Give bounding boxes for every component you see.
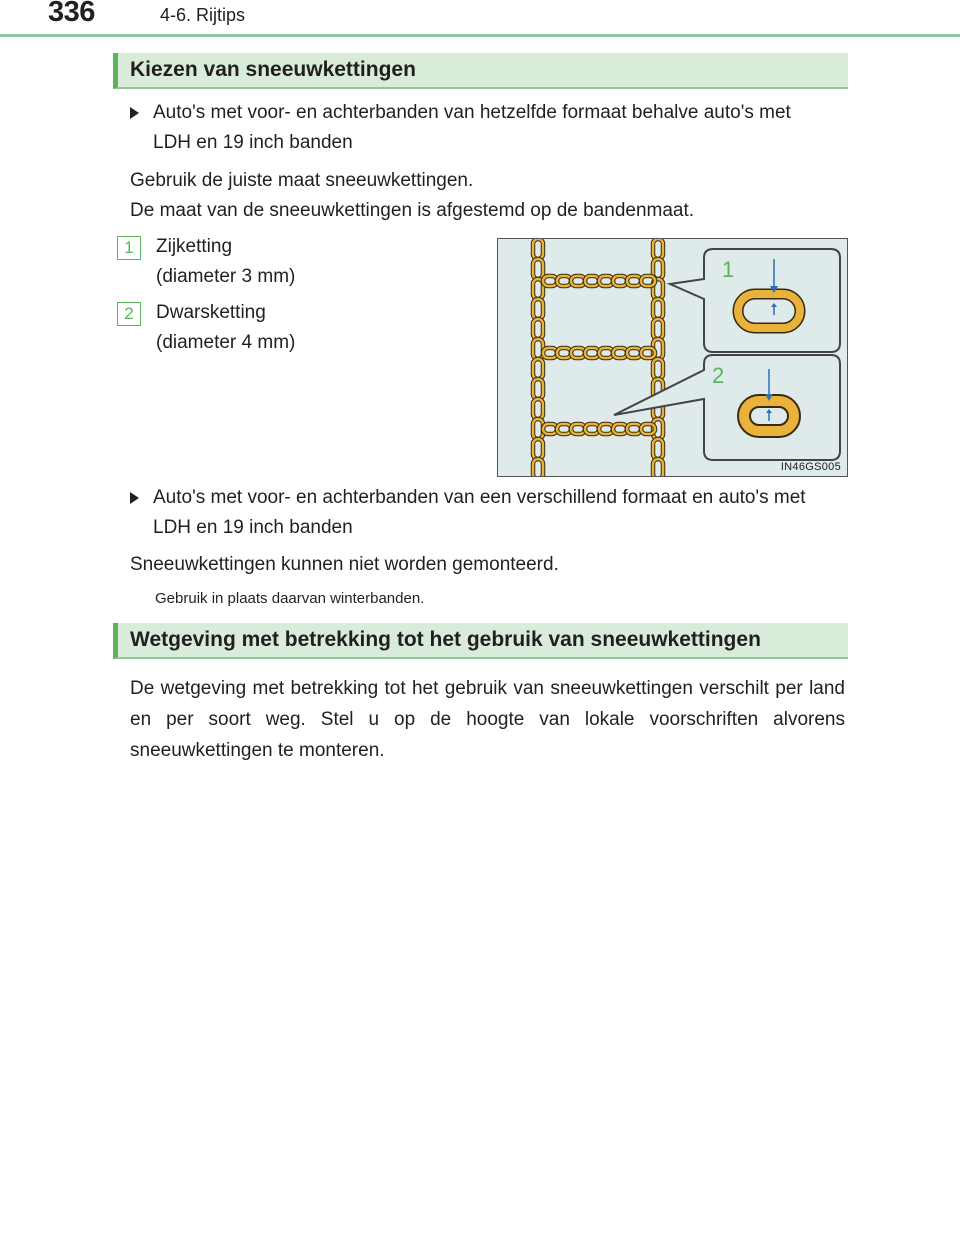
- paragraph-line: Gebruik de juiste maat sneeuwkettingen.: [130, 170, 474, 191]
- bullet-triangle-icon: [130, 107, 139, 119]
- callout-cross-chain: [614, 355, 840, 460]
- legend-number-badge: 1: [117, 236, 141, 260]
- legend-detail: (diameter 4 mm): [156, 332, 296, 353]
- legend-label: Dwarsketting: [156, 302, 266, 323]
- paragraph-legislation: De wetgeving met betrekking tot het gebruik van sneeuwkettingen verschilt per land en per soort weg. Stel u op de hoogte van lokale voorschriften alvorens sneeuwkettingen te monteren.: [130, 678, 845, 761]
- page-number: 336: [48, 0, 95, 28]
- legend-item-side-chain: [156, 232, 295, 292]
- chapter-label: 4-6. Rijtips: [160, 5, 246, 25]
- legend-detail: (diameter 3 mm): [156, 266, 296, 287]
- side-chain-left: [533, 239, 543, 477]
- bullet-line: LDH en 19 inch banden: [153, 517, 353, 538]
- legend-number-badge: 2: [117, 302, 141, 326]
- snow-chain-drawing: [498, 239, 848, 477]
- cross-chain-bottom: [543, 424, 655, 434]
- bullet-triangle-icon: [130, 492, 139, 504]
- legend-item-cross-chain: [156, 298, 295, 358]
- legend-label: Zijketting: [156, 236, 233, 257]
- paragraph-line: De maat van de sneeuwkettingen is afgestemd op de bandenmaat.: [130, 200, 695, 221]
- section-heading-legislation: [113, 623, 848, 659]
- figure-code: IN46GS005: [780, 461, 841, 473]
- callout-number: 2: [712, 363, 725, 388]
- section-title: Kiezen van sneeuwkettingen: [130, 58, 416, 81]
- bullet-line: Auto's met voor- en achterbanden van hetzelfde formaat behalve auto's met: [153, 102, 791, 123]
- section-heading-snow-chains: [113, 53, 848, 89]
- bullet-line: Auto's met voor- en achterbanden van een verschillend formaat en auto's met: [153, 487, 806, 508]
- note-winter-tires: Gebruik in plaats daarvan winterbanden.: [155, 590, 425, 607]
- callout-number: 1: [722, 257, 735, 282]
- paragraph-chain-size: [130, 166, 694, 226]
- cross-chain-middle: [543, 348, 655, 358]
- snow-chain-illustration: [497, 238, 848, 477]
- bullet-line: LDH en 19 inch banden: [153, 132, 353, 153]
- callout-side-chain: [670, 249, 840, 352]
- cross-chain-top: [543, 276, 655, 286]
- paragraph-cannot-mount: Sneeuwkettingen kunnen niet worden gemonteerd.: [130, 554, 559, 575]
- page-header: [0, 0, 960, 38]
- section-title: Wetgeving met betrekking tot het gebruik van sneeuwkettingen: [130, 628, 761, 651]
- header-divider: [0, 34, 960, 37]
